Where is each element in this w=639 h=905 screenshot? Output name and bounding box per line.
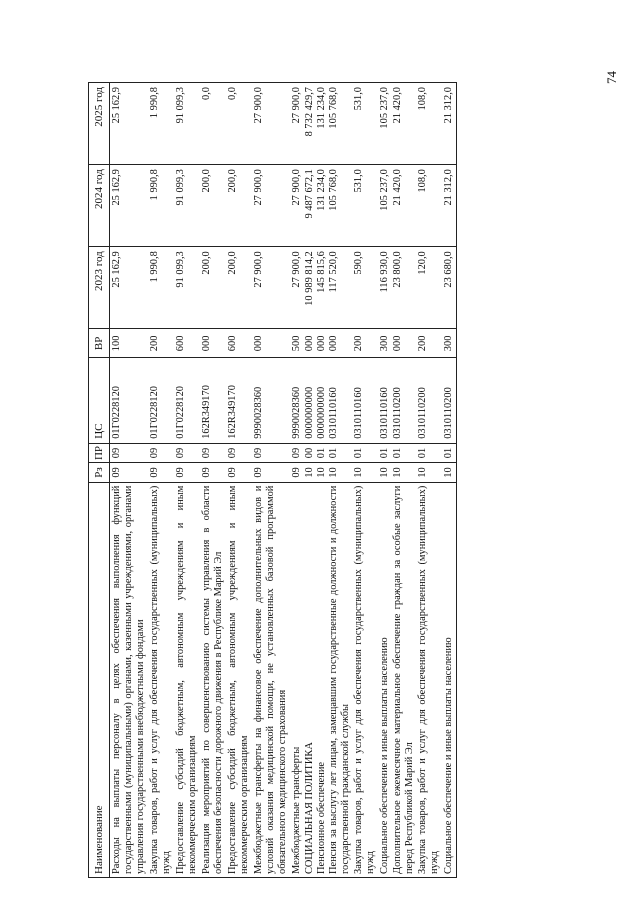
cell-2023: 117 520,0 [328,247,352,329]
table-row [252,83,290,878]
cell-cs: 0310110200 [416,358,442,443]
cell-vr: 300 [378,329,392,358]
cell-pr: 01 [416,443,442,462]
cell-2024: 200,0 [226,165,252,247]
table-header-row [89,83,110,878]
header-cs: ЦС [89,358,110,443]
table-row [378,83,392,878]
cell-cs: 0310110160 [378,358,392,443]
cell-2024: 105 237,0 [378,165,392,247]
cell-2023: 91 099,3 [174,247,200,329]
cell-pr: 09 [252,443,290,462]
cell-2025: 1 990,8 [148,83,174,165]
header-2025: 2025 год [89,83,110,165]
cell-2025: 21 312,0 [442,83,457,165]
cell-2025: 25 162,9 [110,83,149,165]
table-row [316,83,328,878]
cell-name: Расходы на выплаты персоналу в целях обеспечения выполнения функций государственными (муниципальными) органами, казенными учреждениями, органами управления государственными внебюджетными фондами [110,482,149,877]
cell-2025: 105 768,0 [328,83,352,165]
cell-name: Пенсионное обеспечение [316,482,328,877]
cell-cs: 162R349170 [200,358,226,443]
cell-2024: 25 162,9 [110,165,149,247]
cell-2024: 9 487 672,1 [304,165,316,247]
cell-name: Закупка товаров, работ и услуг для обеспечения государственных (муниципальных) нужд [148,482,174,877]
cell-vr: 300 [442,329,457,358]
cell-name: Предоставление субсидий бюджетным, автономным учреждениям и иным некоммерческим организациям [226,482,252,877]
cell-rz: 09 [148,463,174,482]
cell-pr: 01 [352,443,378,462]
cell-name: Закупка товаров, работ и услуг для обеспечения государственных (муниципальных) нужд [416,482,442,877]
cell-2024: 1 990,8 [148,165,174,247]
cell-2023: 145 815,6 [316,247,328,329]
cell-pr: 01 [328,443,352,462]
cell-vr: 000 [316,329,328,358]
cell-2023: 23 800,0 [392,247,416,329]
cell-rz: 10 [442,463,457,482]
cell-rz: 09 [174,463,200,482]
cell-rz: 09 [252,463,290,482]
table-row [200,83,226,878]
cell-2024: 131 234,0 [316,165,328,247]
table-row [174,83,200,878]
cell-vr: 200 [148,329,174,358]
cell-2023: 200,0 [200,247,226,329]
cell-pr: 01 [392,443,416,462]
cell-name: Межбюджетные трансферты [290,482,304,877]
cell-vr: 000 [304,329,316,358]
table-row [148,83,174,878]
cell-cs: 01Г0228120 [110,358,149,443]
cell-pr: 09 [226,443,252,462]
cell-2024: 21 312,0 [442,165,457,247]
header-rz: Рз [89,463,110,482]
cell-2023: 200,0 [226,247,252,329]
cell-cs: 0310110200 [392,358,416,443]
cell-2023: 27 900,0 [252,247,290,329]
cell-cs: 9990028360 [252,358,290,443]
cell-rz: 10 [392,463,416,482]
cell-2025: 21 420,0 [392,83,416,165]
cell-2023: 10 989 814,2 [304,247,316,329]
cell-2025: 0,0 [226,83,252,165]
cell-rz: 10 [378,463,392,482]
cell-pr: 09 [110,443,149,462]
header-pr: ПР [89,443,110,462]
cell-2024: 27 900,0 [290,165,304,247]
rotated-table-frame [88,82,616,878]
table-row [328,83,352,878]
cell-2023: 1 990,8 [148,247,174,329]
cell-cs: 0310110160 [328,358,352,443]
table-row [442,83,457,878]
cell-rz: 10 [304,463,316,482]
cell-name: Социальное обеспечение и иные выплаты населению [378,482,392,877]
cell-vr: 600 [226,329,252,358]
cell-2025: 108,0 [416,83,442,165]
cell-name: Реализация мероприятий по совершенствованию системы управления в области обеспечения безопасности дорожного движения в Республике Марий Эл [200,482,226,877]
cell-2024: 105 768,0 [328,165,352,247]
cell-pr: 09 [290,443,304,462]
cell-2024: 21 420,0 [392,165,416,247]
cell-2023: 27 900,0 [290,247,304,329]
cell-2024: 531,0 [352,165,378,247]
cell-2023: 25 162,9 [110,247,149,329]
cell-2025: 27 900,0 [252,83,290,165]
cell-2024: 91 099,3 [174,165,200,247]
cell-vr: 200 [416,329,442,358]
cell-vr: 000 [328,329,352,358]
cell-rz: 10 [328,463,352,482]
cell-pr: 01 [316,443,328,462]
cell-2023: 23 680,0 [442,247,457,329]
table-row [226,83,252,878]
cell-2025: 531,0 [352,83,378,165]
cell-pr: 00 [304,443,316,462]
table-row [304,83,316,878]
cell-vr: 000 [252,329,290,358]
cell-name: СОЦИАЛЬНАЯ ПОЛИТИКА [304,482,316,877]
header-vr: ВР [89,329,110,358]
cell-rz: 09 [226,463,252,482]
cell-rz: 10 [316,463,328,482]
cell-vr: 100 [110,329,149,358]
table-row [352,83,378,878]
cell-rz: 10 [352,463,378,482]
cell-name: Закупка товаров, работ и услуг для обеспечения государственных (муниципальных) нужд [352,482,378,877]
cell-rz: 09 [110,463,149,482]
cell-pr: 09 [174,443,200,462]
cell-pr: 01 [378,443,392,462]
cell-2023: 116 930,0 [378,247,392,329]
cell-2023: 120,0 [416,247,442,329]
cell-vr: 500 [290,329,304,358]
header-name: Наименование [89,482,110,877]
cell-rz: 10 [416,463,442,482]
cell-cs: 0000000000 [304,358,316,443]
cell-vr: 200 [352,329,378,358]
header-2024: 2024 год [89,165,110,247]
cell-name: Дополнительное ежемесячное материальное обеспечение граждан за особые заслуги перед Республикой Марий Эл [392,482,416,877]
cell-rz: 09 [200,463,226,482]
cell-name: Социальное обеспечение и иные выплаты населению [442,482,457,877]
cell-pr: 01 [442,443,457,462]
table-row [290,83,304,878]
cell-2025: 27 900,0 [290,83,304,165]
cell-vr: 000 [392,329,416,358]
cell-name: Пенсия за выслугу лет лицам, замещавшим государственные должности и должности государственной гражданской службы [328,482,352,877]
cell-cs: 0310110200 [442,358,457,443]
cell-cs: 162R349170 [226,358,252,443]
cell-2025: 131 234,0 [316,83,328,165]
cell-cs: 9990028360 [290,358,304,443]
cell-cs: 0000000000 [316,358,328,443]
cell-cs: 01Г0228120 [148,358,174,443]
cell-2025: 91 099,3 [174,83,200,165]
budget-table [88,82,457,878]
cell-2025: 0,0 [200,83,226,165]
cell-rz: 09 [290,463,304,482]
cell-vr: 600 [174,329,200,358]
cell-2024: 200,0 [200,165,226,247]
cell-2024: 108,0 [416,165,442,247]
cell-name: Предоставление субсидий бюджетным, автономным учреждениям и иным некоммерческим организациям [174,482,200,877]
cell-name: Межбюджетные трансферты на финансовое обеспечение дополнительных видов и условий оказания медицинской помощи, не установленных базовой программой обязательного медицинского страхования [252,482,290,877]
cell-cs: 01Г0228120 [174,358,200,443]
cell-2023: 590,0 [352,247,378,329]
table-row [416,83,442,878]
page-number: 74 [604,71,619,84]
table-row [110,83,149,878]
cell-vr: 000 [200,329,226,358]
cell-2024: 27 900,0 [252,165,290,247]
header-2023: 2023 год [89,247,110,329]
cell-pr: 09 [148,443,174,462]
cell-cs: 0310110160 [352,358,378,443]
cell-2025: 8 732 429,7 [304,83,316,165]
table-row [392,83,416,878]
cell-2025: 105 237,0 [378,83,392,165]
cell-pr: 09 [200,443,226,462]
